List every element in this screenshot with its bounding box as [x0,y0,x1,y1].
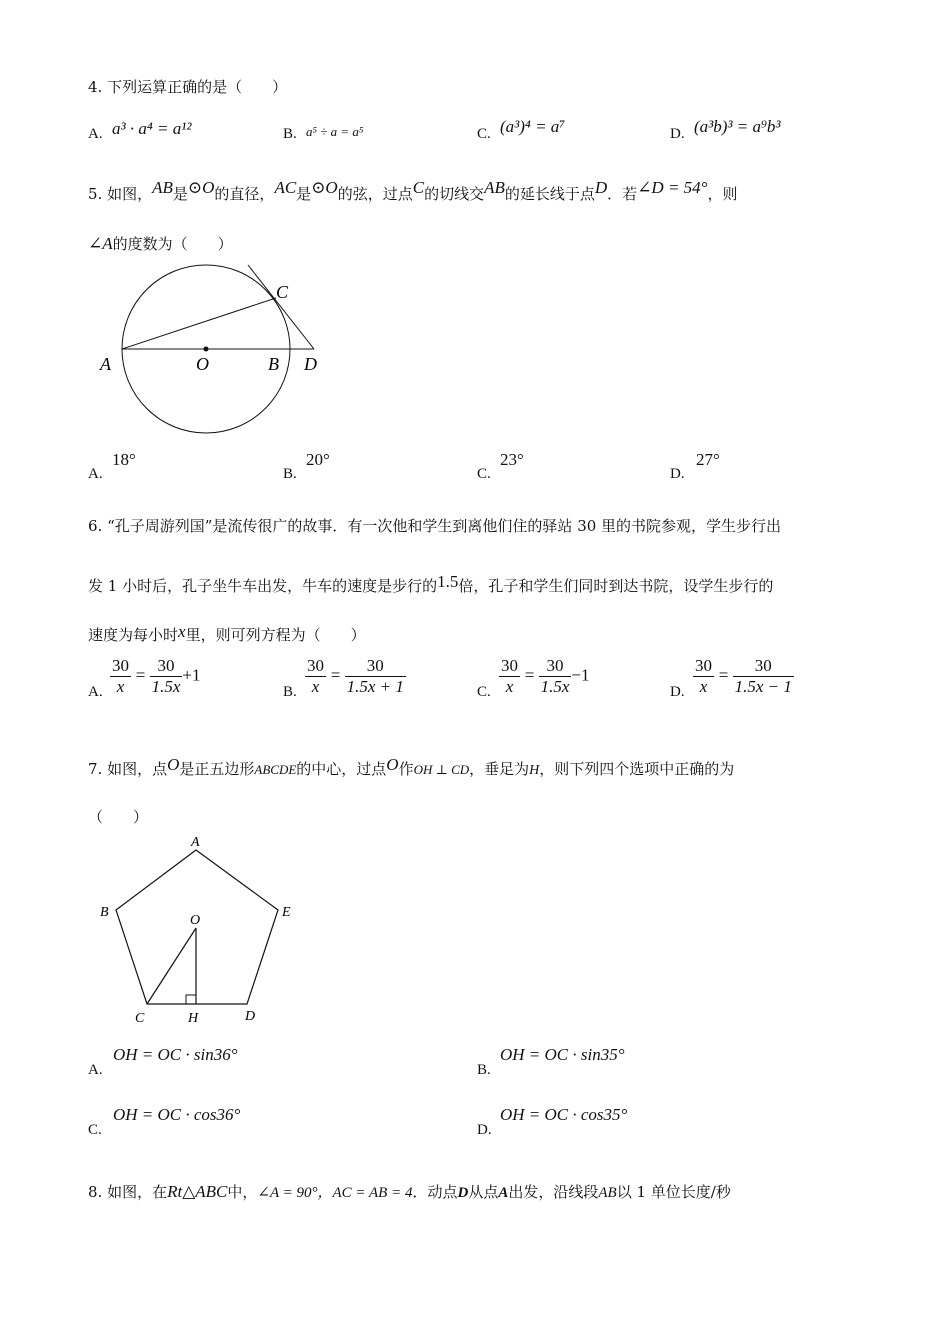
q8-stem-line1: 8. 如图，在Rt△ABC中，∠A = 90°，AC = AB = 4．动点D从点A出发，沿线段AB以 1 单位长度/秒 [88,1182,731,1201]
q5-option-c-label: C. [477,466,491,482]
q5-stem-line2: ∠A的度数为（ ） [88,234,233,253]
q5-option-d-label: D. [670,466,685,482]
q7-option-a-expr: OH = OC · sin36° [113,1045,238,1064]
q6-option-c-label: C. [477,684,491,700]
q5-label-b: B [268,354,279,374]
q6-option-b-equation: $\frac{30}{x}$ = $\frac{30}{1.5x + 1}$ [307,656,404,696]
q4-option-b-label: B. [283,126,297,142]
q6-option-c-equation: $\frac{30}{x}$ = $\frac{30}{1.5x}$ −1 [501,656,590,696]
q7-label-o: O [190,913,201,928]
q6-option-a-equation: $\frac{30}{x}$ = $\frac{30}{1.5x}$ +1 [112,656,201,696]
q4-stem: 4. 下列运算正确的是（ ） [88,78,288,96]
q4-option-a-expr: a³ · a⁴ = a¹² [112,119,192,138]
q7-option-c-label: C. [88,1122,102,1138]
q5-stem-line1: 5. 如图，AB是⊙O的直径，AC是⊙O的弦，过点C的切线交AB的延长线于点D．若∠D = 54°，则 [88,178,738,203]
q5-label-c: C [276,282,289,302]
q5-chord-ac [122,298,276,349]
q7-option-b-expr: OH = OC · sin35° [500,1045,625,1064]
q5-circle-figure [90,255,340,440]
q4-option-c-label: C. [477,126,491,142]
q7-label-e: E [282,905,291,920]
q5-option-b-label: B. [283,466,297,482]
q5-option-a-label: A. [88,466,103,482]
q6-stem-line2: 发 1 小时后，孔子坐牛车出发，牛车的速度是步行的1.5倍，孔子和学生们同时到达书院，设学生步行的 [88,572,774,595]
q5-option-c-value: 23° [500,450,524,469]
q7-option-b-label: B. [477,1062,491,1078]
q5-option-b-value: 20° [306,450,330,469]
q7-right-angle-mark [186,995,196,1004]
q4-option-b-expr: a⁵ ÷ a = a⁵ [306,124,364,139]
q4-option-a-label: A. [88,126,103,142]
q5-label-o: O [196,354,209,374]
q5-center-point [204,347,209,352]
q7-label-c: C [135,1011,145,1026]
q6-option-d-equation: $\frac{30}{x}$ = $\frac{30}{1.5x - 1}$ [695,656,792,696]
q7-stem-line1: 7. 如图，点O是正五边形ABCDE的中心，过点O作OH ⊥ CD，垂足为H，则下列四个选项中正确的为 [88,755,735,778]
q7-option-d-label: D. [477,1122,492,1138]
q7-label-b: B [100,905,109,920]
q7-option-c-expr: OH = OC · cos36° [113,1105,241,1124]
q4-option-c-expr: (a³)⁴ = a⁷ [500,117,566,136]
q6-option-a-label: A. [88,684,103,700]
q5-option-a-value: 18° [112,450,136,469]
q6-stem-line1: 6. “孔子周游列国”是流传很广的故事．有一次他和学生到离他们住的驿站 30 里的书院参观，学生步行出 [88,517,782,535]
q7-option-a-label: A. [88,1062,103,1078]
q4-option-d-label: D. [670,126,685,142]
q7-label-a: A [191,835,200,850]
q7-stem-line2: （ ） [88,808,149,826]
q5-option-d-value: 27° [696,450,720,469]
q7-pentagon-figure [92,830,312,1030]
q6-option-b-label: B. [283,684,297,700]
q5-tangent-cd [248,265,314,349]
q7-label-d: D [245,1009,256,1024]
q7-label-h: H [188,1011,199,1026]
q7-option-d-expr: OH = OC · cos35° [500,1105,628,1124]
q6-option-d-label: D. [670,684,685,700]
q4-option-d-expr: (a³b)³ = a⁹b³ [694,117,781,136]
q6-stem-line3: 速度为每小时x里，则可列方程为（ ） [88,622,366,644]
q7-segment-oc [147,928,196,1004]
q5-label-d: D [304,354,317,374]
q5-label-a: A [100,354,111,374]
